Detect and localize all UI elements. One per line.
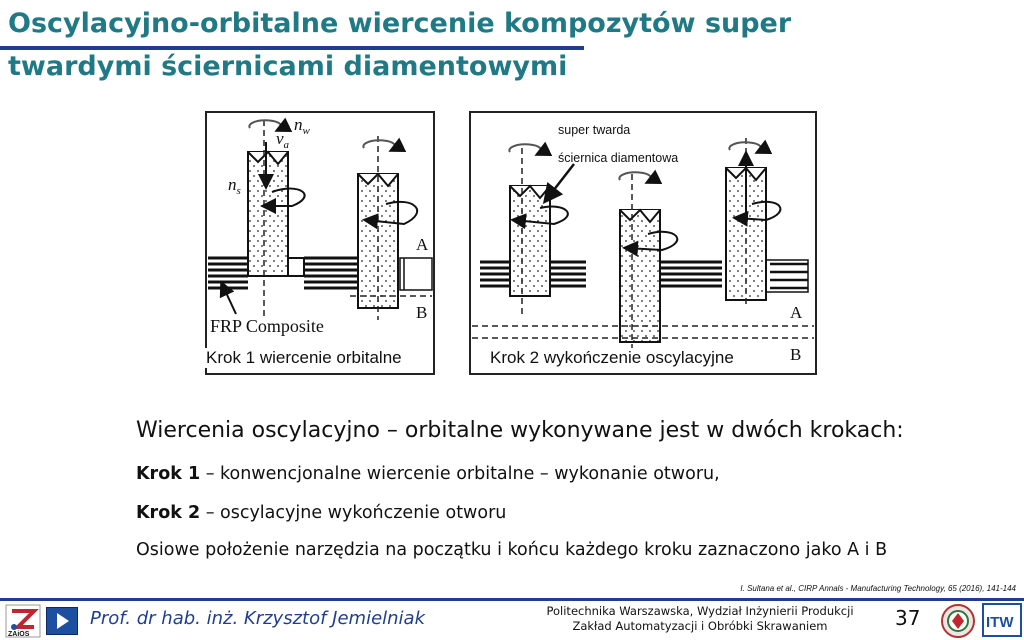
step-1-text: – konwencjonalne wiercenie orbitalne – wykonanie otworu, xyxy=(200,464,720,484)
itw-logo xyxy=(982,603,1022,637)
svg-text:ITW: ITW xyxy=(986,614,1014,631)
slide-title-line2: twardymi ściernicami diamentowymi xyxy=(8,51,568,82)
university-seal-icon xyxy=(938,603,978,639)
institution-line1: Politechnika Warszawska, Wydział Inżynierii Produkcji xyxy=(546,604,854,618)
drilling-diagram xyxy=(200,108,820,380)
citation: I. Sultana et al., CIRP Annals - Manufacturing Technology, 65 (2016), 141-144 xyxy=(740,584,1016,593)
svg-text:ZAiOS: ZAiOS xyxy=(8,631,30,638)
step-2-label: Krok 2 xyxy=(136,503,201,523)
panel-2-caption: Krok 2 wykończenie oscylacyjne xyxy=(490,348,734,367)
drilling-diagram-svg xyxy=(200,108,820,380)
step-1-label: Krok 1 xyxy=(136,464,201,484)
page-number: 37 xyxy=(895,606,921,630)
play-button[interactable] xyxy=(46,607,78,635)
step-2-line xyxy=(136,503,506,523)
title-underline xyxy=(0,46,584,50)
play-icon xyxy=(47,608,77,634)
slide-title-line1: Oscylacyjno-orbitalne wiercenie kompozytów super xyxy=(8,8,792,39)
panel-1-label-b: B xyxy=(416,303,428,322)
panel-1-caption: Krok 1 wiercenie orbitalne xyxy=(206,348,402,367)
author-name: Prof. dr hab. inż. Krzysztof Jemielniak xyxy=(90,608,426,629)
panel-1-label-a: A xyxy=(416,235,429,254)
panel-2-label-a: A xyxy=(790,303,803,322)
composite-label: FRP Composite xyxy=(210,316,324,336)
tool-label-line2: ściernica diamentowa xyxy=(558,151,679,165)
institution xyxy=(540,604,860,634)
label-nw: $n_w$ xyxy=(294,115,310,137)
label-va: $v_a$ xyxy=(276,129,290,151)
zaios-logo xyxy=(4,603,42,639)
slide-title xyxy=(8,2,1008,88)
tool-label-line1: super twarda xyxy=(558,123,631,137)
position-note: Osiowe położenie narzędzia na początku i końcu każdego kroku zaznaczono jako A i B xyxy=(136,540,888,560)
intro-text: Wiercenia oscylacyjno – orbitalne wykonywane jest w dwóch krokach: xyxy=(136,418,904,443)
label-ns: $n_s$ xyxy=(228,175,241,197)
step-1-line xyxy=(136,464,720,484)
step-2-text: – oscylacyjne wykończenie otworu xyxy=(200,503,507,523)
composite-plate-right xyxy=(400,258,432,290)
panel-2-label-b: B xyxy=(790,345,802,364)
institution-line2: Zakład Automatyzacji i Obróbki Skrawaniem xyxy=(572,619,828,633)
